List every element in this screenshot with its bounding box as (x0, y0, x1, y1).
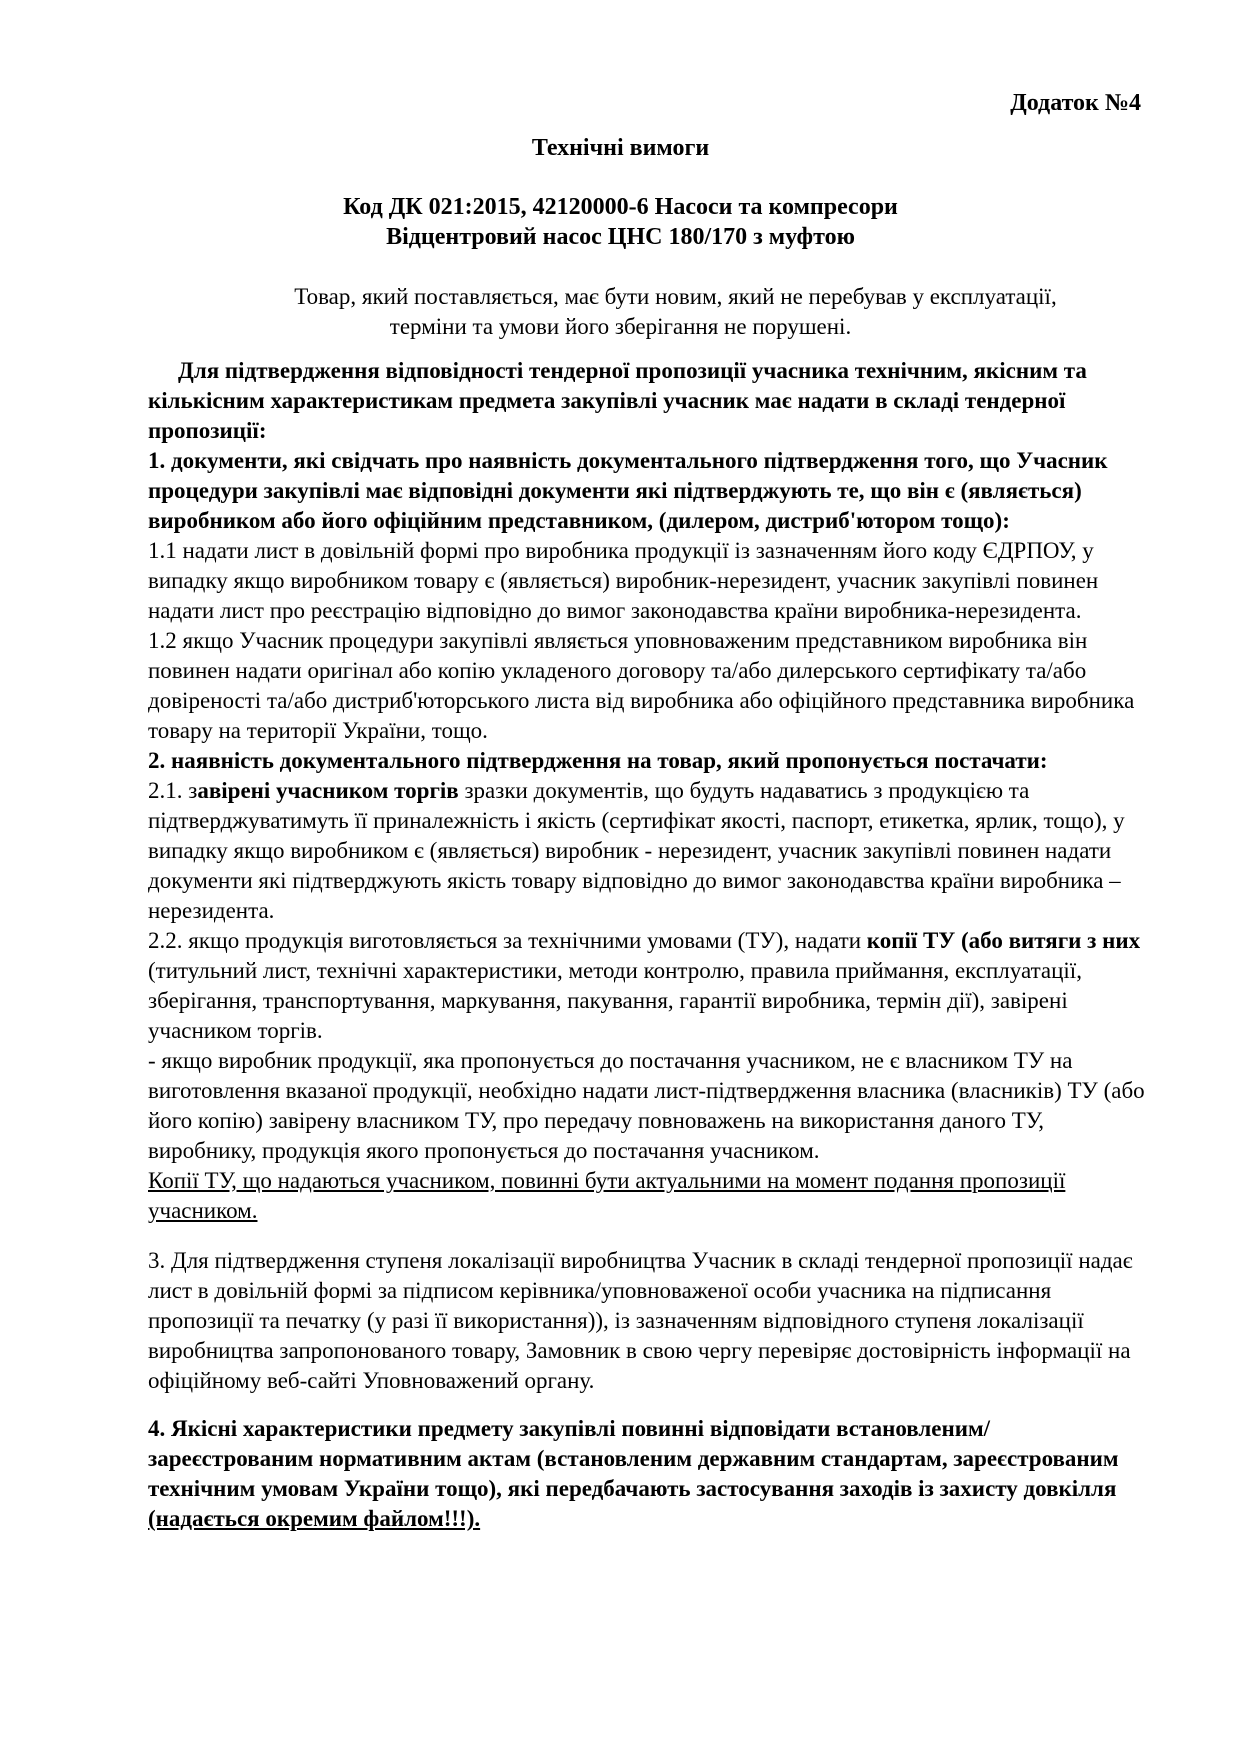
item-2-heading: 2. наявність документального підтвердження на товар, який пропонується постачати: (148, 748, 1048, 773)
item-3: 3. Для підтвердження ступеня локалізації виробництва Учасник в складі тендерної пропозиції надає лист в довільній формі за підписом керівника/уповноваженої особи учасника на підписання пропозиції та печатку (у разі її використання)), із зазначенням відповідного ступеня локалізації виробництва запропонованого товару, Замовник в свою чергу перевіряє достовірність інформації на офіційному веб-сайті Уповноважений органу. (148, 1248, 1133, 1393)
document-title: Технічні вимоги (531, 135, 710, 161)
item-2-1-prefix: 2.1. з (148, 778, 198, 803)
intro-line-2: терміни та умови його зберігання не порушені. (389, 314, 852, 339)
item-2-2-rest: (титульний лист, технічні характеристики, методи контролю, правила приймання, експлуатації, зберігання, транспортування, маркування, пакування, гарантії виробника, термін дії), завірені учасником торгів. (148, 958, 1082, 1043)
code-line-2: Відцентровий насос ЦНС 180/170 з муфтою (386, 224, 855, 250)
main-paragraph: Для підтвердження відповідності тендерної пропозиції учасника технічним, якісним та кількісним характеристикам предмета закупівлі учасник має надати в складі тендерної пропозиції: (148, 358, 1087, 443)
item-1-heading: 1. документи, які свідчать про наявність документального підтвердження того, що Учасник процедури закупівлі має відповідні документи які підтверджують те, що він є (являється) виробником або його офіційним представником, (дилером, дистриб'ютором тощо): (148, 448, 1108, 533)
procurement-code (0, 192, 1241, 252)
item-2-2-note: Копії ТУ, що надаються учасником, повинні бути актуальними на момент подання пропозиції учасником. (148, 1168, 1066, 1223)
item-1-1: 1.1 надати лист в довільній формі про виробника продукції із зазначенням його коду ЄДРПОУ, у випадку якщо виробником товару є (являється) виробник-нерезидент, учасник закупівлі повинен надати лист про реєстрацію відповідно до вимог законодавства країни виробника-нерезидента. (148, 538, 1099, 623)
item-1-2: 1.2 якщо Учасник процедури закупівлі являється уповноваженим представником виробника він повинен надати оригінал або копію укладеного договору та/або дилерського сертифікату та/або довіреності та/або дистриб'юторського листа від виробника або офіційного представника виробника товару на території України, тощо. (148, 628, 1135, 743)
code-line-1: Код ДК 021:2015, 42120000-6 Насоси та компресори (343, 194, 898, 220)
item-2-1-bold: авірені учасником торгів (197, 778, 459, 803)
annex-label: Додаток №4 (1010, 90, 1141, 116)
item-2-2-dash: - якщо виробник продукції, яка пропонується до постачання учасником, не є власником ТУ на виготовлення вказаної продукції, необхідно надати лист-підтвердження власника (власників) ТУ (або його копію) завірену власником ТУ, про передачу повноважень на використання даного ТУ, виробнику, продукція якого пропонується до постачання учасником. (148, 1048, 1145, 1163)
item-4 (148, 1414, 1148, 1534)
item-4-note: (надається окремим файлом!!!). (148, 1506, 481, 1531)
requirements-body (148, 356, 1148, 1534)
intro-statement (0, 282, 1241, 342)
item-4-text: 4. Якісні характеристики предмету закупівлі повинні відповідати встановленим/зареєстрованим нормативним актам (встановленим державним стандартам, зареєстрованим технічним умовам України тощо), які передбачають застосування заходів із захисту довкілля (148, 1416, 1119, 1501)
item-2-2 (148, 926, 1148, 1046)
item-2-1 (148, 776, 1148, 926)
item-2-1-rest: зразки документів, що будуть надаватись з продукцією та підтверджуватимуть її приналежність і якість (сертифікат якості, паспорт, етикетка, ярлик, тощо), у випадку якщо виробником є (являється) виробник - нерезидент, учасник закупівлі повинен надати документи які підтверджують якість товару відповідно до вимог законодавства країни виробника – нерезидента. (148, 778, 1125, 923)
item-2-2-prefix: 2.2. якщо продукція виготовляється за технічними умовами (ТУ), надати (148, 928, 867, 953)
item-2-2-bold: копії ТУ (або витяги з них (866, 928, 1141, 953)
intro-line-1: Товар, який поставляється, має бути новим, який не перебував у експлуатації, (294, 284, 1057, 309)
